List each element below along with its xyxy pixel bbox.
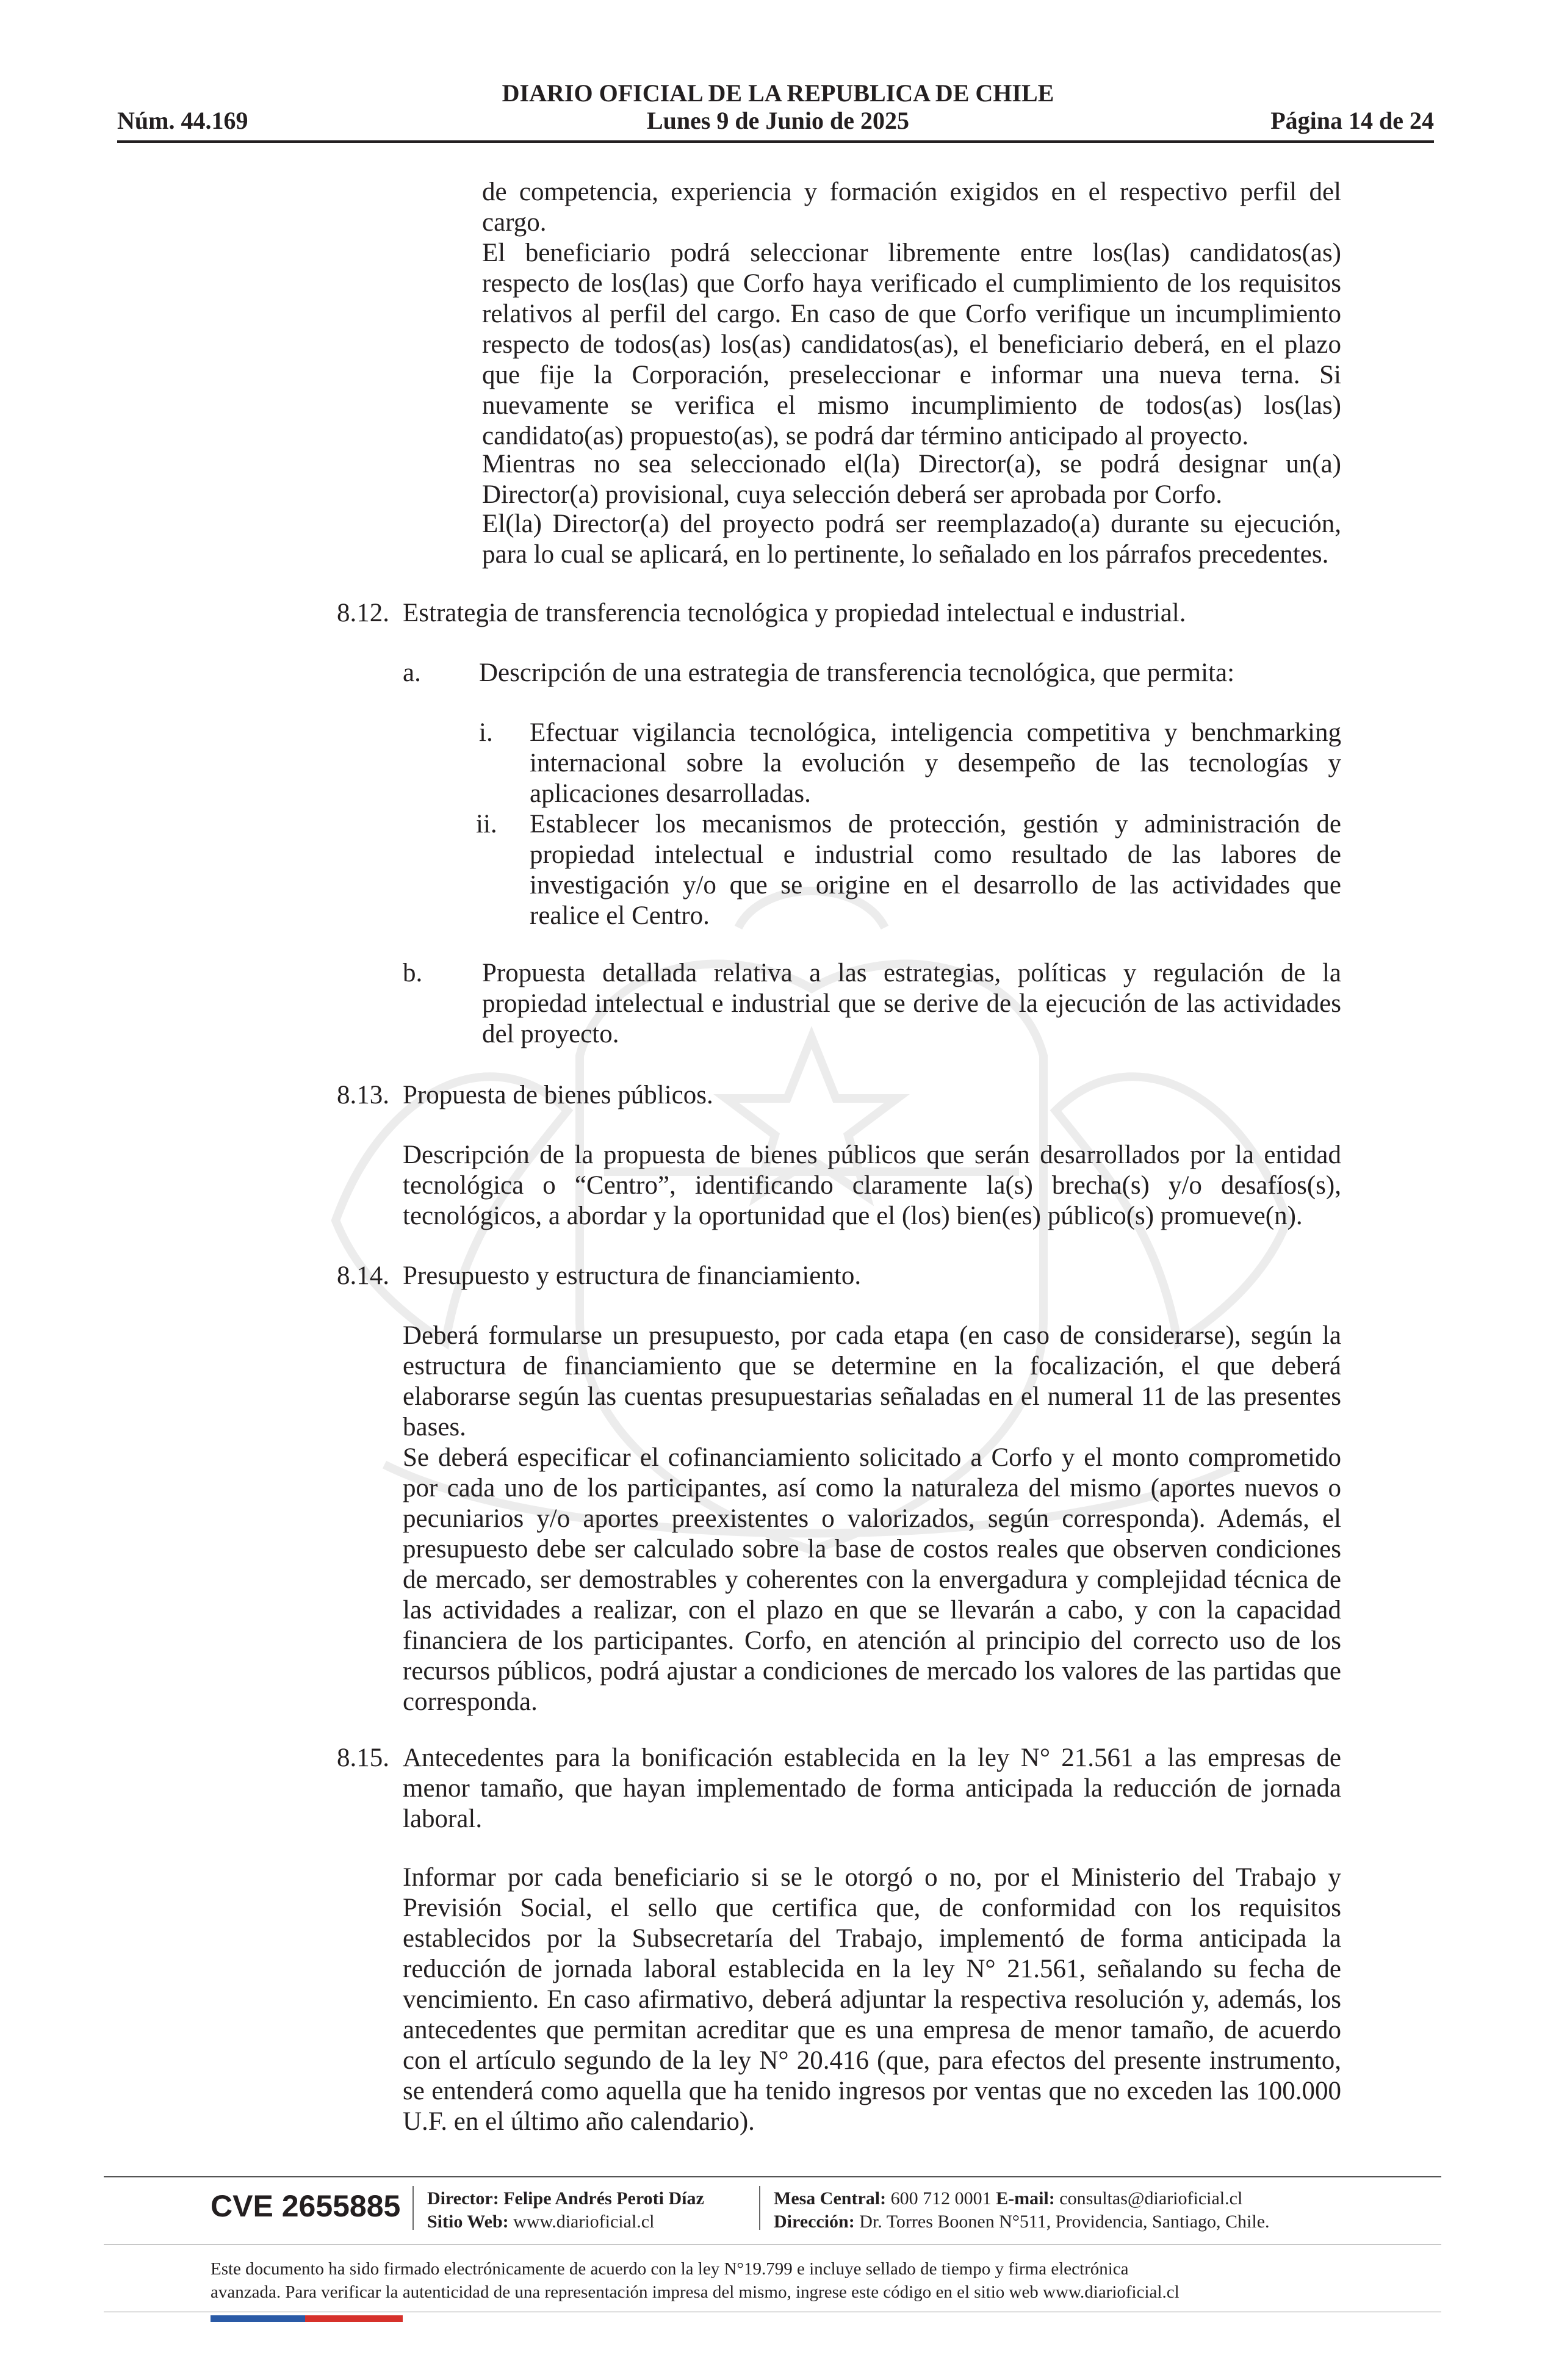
paragraph: Deberá formularse un presupuesto, por cada etapa (en caso de considerarse), según la estructura de financiamiento que se determine en la focalización, el que deberá elaborarse según las cuentas presupuestarias señaladas en el numeral 11 de las presentes bases.	[403, 1321, 1341, 1441]
list-label: ii.	[476, 810, 497, 838]
header-divider	[117, 140, 1434, 143]
section-number: 8.13.	[337, 1081, 389, 1109]
section-number: 8.14.	[337, 1261, 389, 1290]
footer-divider	[104, 2176, 1441, 2177]
publication-date: Lunes 9 de Junio de 2025	[646, 107, 910, 134]
legal-note-line: Este documento ha sido firmado electrónicamente de acuerdo con la ley N°19.799 e incluye sellado de tiempo y firma electrónica	[211, 2259, 1129, 2279]
phone-label: Mesa Central:	[774, 2188, 887, 2209]
phone-value: 600 712 0001	[890, 2188, 992, 2209]
paragraph: Informar por cada beneficiario si se le otorgó o no, por el Ministerio del Trabajo y Previsión Social, el sello que certifica que, de conformidad con los requisitos establecidos por la Subsecretaría del Trabajo, implementó de forma anticipada la reducción de jornada laboral establecida en la ley N° 21.561, señalando su fecha de vencimiento. En caso afirmativo, deberá adjuntar la respectiva resolución y, además, los antecedentes que permitan acreditar que es una empresa de menor tamaño, de acuerdo con el artículo segundo de la ley N° 20.416 (que, para efectos del presente instrumento, se entenderá como aquella que ha tenido ingresos por ventas que no exceden las 100.000 U.F. en el último año calendario).	[403, 1863, 1341, 2136]
list-label: i.	[479, 718, 493, 747]
email-link[interactable]: consultas@diarioficial.cl	[1059, 2188, 1243, 2209]
list-label: b.	[403, 959, 423, 987]
email-label: E-mail:	[996, 2188, 1055, 2209]
paragraph: El(la) Director(a) del proyecto podrá ser reemplazado(a) durante su ejecución, para lo cual se aplicará, en lo pertinente, lo señalado en los párrafos precedentes.	[482, 510, 1341, 569]
address-line	[774, 2210, 1270, 2234]
cve-code: CVE 2655885	[211, 2189, 401, 2223]
paragraph: Descripción de la propuesta de bienes públicos que serán desarrollados por la entidad tecnológica o “Centro”, identificando claramente la(s) brecha(s) y/o desafíos(s), tecnológicos, a abordar y la oportunidad que el (los) bien(es) público(s) promueve(n).	[403, 1141, 1341, 1230]
site-label: Sitio Web:	[427, 2212, 509, 2232]
legal-note-line: avanzada. Para verificar la autenticidad de una representación impresa del mismo, ingrese este código en el sitio web www.diarioficial.cl	[211, 2282, 1180, 2302]
paragraph: Mientras no sea seleccionado el(la) Director(a), se podrá designar un(a) Director(a) provisional, cuya selección deberá ser aprobada por Corfo.	[482, 450, 1341, 509]
site-line	[427, 2210, 654, 2234]
section-title: Presupuesto y estructura de financiamiento.	[403, 1261, 862, 1290]
flag-stripe-blue	[211, 2315, 305, 2322]
section-title: Estrategia de transferencia tecnológica y propiedad intelectual e industrial.	[403, 599, 1186, 627]
list-item-text: Efectuar vigilancia tecnológica, inteligencia competitiva y benchmarking internacional sobre la evolución y desempeño de las tecnologías y aplicaciones desarrolladas.	[530, 718, 1341, 808]
list-item-text: Establecer los mecanismos de protección, gestión y administración de propiedad intelectual e industrial como resultado de las labores de investigación y/o que se origine en el desarrollo de las actividades que realice el Centro.	[530, 810, 1341, 930]
issue-number: Núm. 44.169	[117, 107, 248, 134]
address-value: Dr. Torres Boonen N°511, Providencia, Santiago, Chile.	[859, 2212, 1270, 2232]
director-name: Felipe Andrés Peroti Díaz	[503, 2188, 704, 2209]
page-indicator: Página 14 de 24	[1270, 107, 1434, 134]
site-link[interactable]: www.diarioficial.cl	[513, 2212, 655, 2232]
section-number: 8.15.	[337, 1744, 389, 1772]
journal-title: DIARIO OFICIAL DE LA REPUBLICA DE CHILE	[502, 79, 1054, 107]
footer-separator	[412, 2186, 414, 2230]
paragraph: Se deberá especificar el cofinanciamiento solicitado a Corfo y el monto comprometido por cada uno de los participantes, así como la naturaleza del mismo (aportes nuevos o pecuniarios y/o aportes preexistentes o valorizados, según corresponda). Además, el presupuesto debe ser calculado sobre la base de costos reales que observen condiciones de mercado, ser demostrables y coherentes con la envergadura y complejidad técnica de las actividades a realizar, con el plazo en que se llevarán a cabo, y con la capacidad financiera de los participantes. Corfo, en atención al principio del correcto uso de los recursos públicos, podrá ajustar a condiciones de mercado los valores de las partidas que corresponda.	[403, 1443, 1341, 1716]
footer-separator	[759, 2186, 760, 2230]
flag-stripe-red	[305, 2315, 403, 2322]
section-title: Antecedentes para la bonificación establecida en la ley N° 21.561 a las empresas de menor tamaño, que hayan implementado de forma anticipada la reducción de jornada laboral.	[403, 1744, 1341, 1833]
paragraph: de competencia, experiencia y formación exigidos en el respectivo perfil del cargo.	[482, 178, 1341, 237]
section-number: 8.12.	[337, 599, 389, 627]
section-title: Propuesta de bienes públicos.	[403, 1081, 713, 1109]
address-label: Dirección:	[774, 2212, 855, 2232]
paragraph: El beneficiario podrá seleccionar libremente entre los(las) candidatos(as) respecto de los(las) que Corfo haya verificado el cumplimiento de los requisitos relativos al perfil del cargo. En caso de que Corfo verifique un incumplimiento respecto de todos(as) los(as) candidatos(as), el beneficiario deberá, en el plazo que fije la Corporación, preseleccionar e informar una nueva terna. Si nuevamente se verifica el mismo incumplimiento de todos(as) los(las) candidato(as) propuesto(as), se podrá dar término anticipado al proyecto.	[482, 239, 1341, 450]
list-label: a.	[403, 658, 421, 687]
list-item-text: Descripción de una estrategia de transferencia tecnológica, que permita:	[479, 658, 1235, 687]
contact-line	[774, 2187, 1242, 2210]
director-line	[427, 2187, 704, 2210]
director-label: Director:	[427, 2188, 499, 2209]
list-item-text: Propuesta detallada relativa a las estrategias, políticas y regulación de la propiedad intelectual e industrial que se derive de la ejecución de las actividades del proyecto.	[482, 959, 1341, 1048]
